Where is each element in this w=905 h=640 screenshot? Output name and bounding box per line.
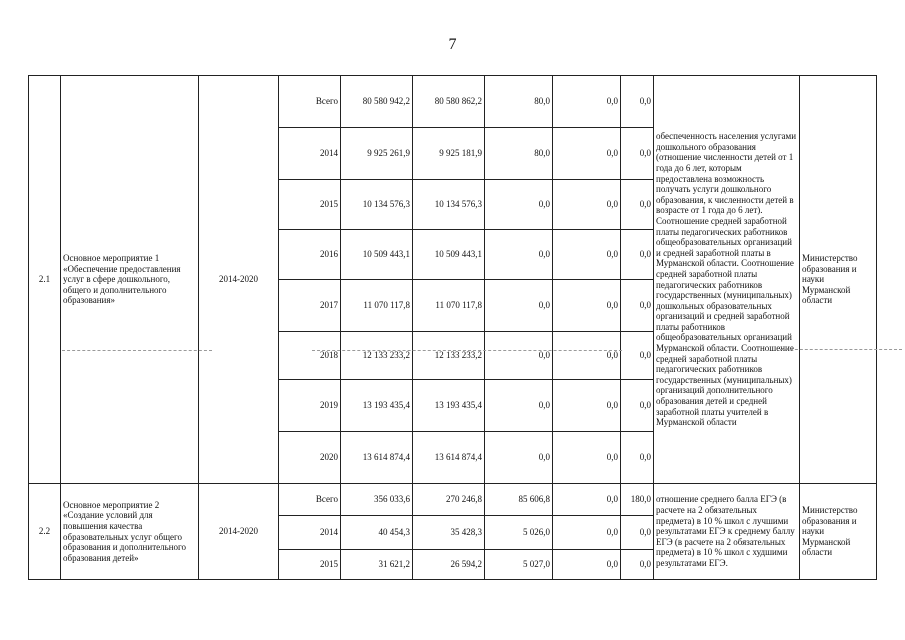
value-cell: 35 428,3 [413, 516, 485, 550]
item-name: Основное мероприятие 2 «Создание условий для повышения качества образовательных услуг общего образования и дополнительного образования детей» [61, 484, 199, 580]
year-cell: 2020 [279, 432, 341, 484]
margin-dash-right [780, 349, 902, 350]
value-cell: 0,0 [621, 550, 654, 580]
item-name: Основное мероприятие 1 «Обеспечение предоставления услуг в сфере дошкольного, общего и дополнительного образования» [61, 76, 199, 484]
value-cell: 0,0 [621, 280, 654, 332]
value-cell: 9 925 181,9 [413, 128, 485, 180]
value-cell: 0,0 [553, 550, 621, 580]
value-cell: 0,0 [553, 128, 621, 180]
value-cell: 11 070 117,8 [413, 280, 485, 332]
value-cell: 0,0 [553, 380, 621, 432]
table-row [29, 484, 877, 516]
value-cell: 0,0 [553, 484, 621, 516]
margin-dash-mid [312, 350, 622, 351]
year-cell: 2019 [279, 380, 341, 432]
value-cell: 0,0 [553, 432, 621, 484]
value-cell: 0,0 [485, 180, 553, 230]
value-cell: 0,0 [553, 76, 621, 128]
value-cell: 0,0 [621, 180, 654, 230]
value-cell: 0,0 [485, 432, 553, 484]
item-number: 2.1 [29, 76, 61, 484]
value-cell: 11 070 117,8 [341, 280, 413, 332]
value-cell: 40 454,3 [341, 516, 413, 550]
value-cell: 12 133 233,2 [341, 332, 413, 380]
value-cell: 0,0 [553, 516, 621, 550]
value-cell: 26 594,2 [413, 550, 485, 580]
value-cell: 10 509 443,1 [413, 230, 485, 280]
value-cell: 5 026,0 [485, 516, 553, 550]
value-cell: 0,0 [621, 128, 654, 180]
value-cell: 12 133 233,2 [413, 332, 485, 380]
value-cell: 80 580 942,2 [341, 76, 413, 128]
value-cell: 180,0 [621, 484, 654, 516]
value-cell: 270 246,8 [413, 484, 485, 516]
indicator-text: обеспеченность населения услугами дошкольного образования (отношение численности детей от 1 года до 6 лет, которым предоставлена возможность получать услуги дошкольного образования, к численности детей в возрасте от 1 года до 6 лет). Соотношение средней заработной платы педагогических работников общеобразовательных организаций и средней заработной платы в Мурманской области. Соотношение средней заработной платы педагогических работников государственных (муниципальных) дошкольных образовательных организаций и средней заработной платы работников общеобразовательных организаций Мурманской области. Соотношение средней заработной платы педагогических работников государственных (муниципальных) организаций дополнительного образования детей и средней заработной платы учителей в Мурманской области [654, 76, 800, 484]
table-row [29, 76, 877, 128]
page-number: 7 [448, 36, 457, 53]
value-cell: 0,0 [485, 280, 553, 332]
value-cell: 0,0 [621, 230, 654, 280]
indicator-text: отношение среднего балла ЕГЭ (в расчете на 2 обязательных предмета) в 10 % школ с лучшими результатами ЕГЭ к среднему баллу ЕГЭ (в расчете на 2 обязательных предмета) в 10 % школ с худшими результатами ЕГЭ. [654, 484, 800, 580]
value-cell: 13 193 435,4 [341, 380, 413, 432]
value-cell: 13 614 874,4 [341, 432, 413, 484]
value-cell: 0,0 [485, 332, 553, 380]
value-cell: 9 925 261,9 [341, 128, 413, 180]
value-cell: 0,0 [621, 332, 654, 380]
executor-text: Министерство образования и науки Мурманской области [800, 76, 877, 484]
value-cell: 10 134 576,3 [341, 180, 413, 230]
value-cell: 0,0 [553, 230, 621, 280]
year-cell: 2014 [279, 516, 341, 550]
year-cell: 2015 [279, 180, 341, 230]
year-cell: Всего [279, 484, 341, 516]
year-cell: Всего [279, 76, 341, 128]
year-cell: 2016 [279, 230, 341, 280]
item-number: 2.2 [29, 484, 61, 580]
value-cell: 5 027,0 [485, 550, 553, 580]
value-cell: 80,0 [485, 128, 553, 180]
year-cell: 2015 [279, 550, 341, 580]
year-cell: 2014 [279, 128, 341, 180]
value-cell: 10 509 443,1 [341, 230, 413, 280]
value-cell: 0,0 [485, 230, 553, 280]
value-cell: 13 193 435,4 [413, 380, 485, 432]
value-cell: 31 621,2 [341, 550, 413, 580]
program-table [28, 75, 877, 580]
value-cell: 10 134 576,3 [413, 180, 485, 230]
value-cell: 356 033,6 [341, 484, 413, 516]
value-cell: 13 614 874,4 [413, 432, 485, 484]
item-period: 2014-2020 [199, 484, 279, 580]
value-cell: 80 580 862,2 [413, 76, 485, 128]
value-cell: 0,0 [553, 280, 621, 332]
item-period: 2014-2020 [199, 76, 279, 484]
value-cell: 80,0 [485, 76, 553, 128]
executor-text: Министерство образования и науки Мурманской области [800, 484, 877, 580]
value-cell: 0,0 [485, 380, 553, 432]
value-cell: 0,0 [621, 516, 654, 550]
value-cell: 85 606,8 [485, 484, 553, 516]
margin-dash-left [62, 350, 212, 351]
year-cell: 2017 [279, 280, 341, 332]
value-cell: 0,0 [553, 332, 621, 380]
value-cell: 0,0 [621, 380, 654, 432]
value-cell: 0,0 [621, 76, 654, 128]
value-cell: 0,0 [553, 180, 621, 230]
value-cell: 0,0 [621, 432, 654, 484]
year-cell: 2018 [279, 332, 341, 380]
